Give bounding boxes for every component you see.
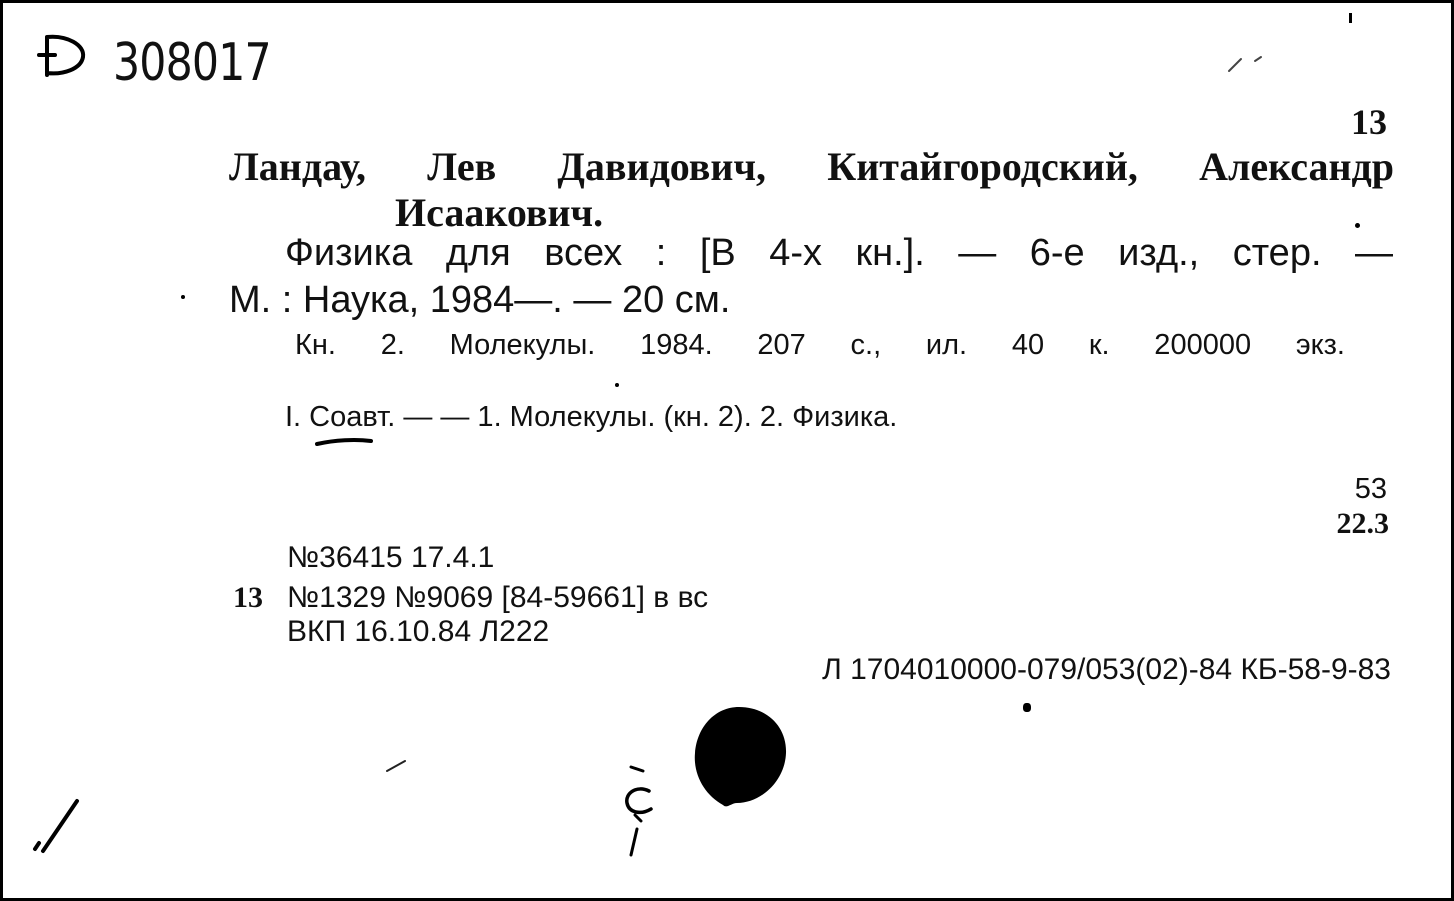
bottom-code: Л 1704010000-079/053(02)-84 КБ-58-9-83 xyxy=(822,653,1391,686)
title-line-2: М. : Наука, 1984—. — 20 см. xyxy=(229,279,731,321)
ink-speck xyxy=(1023,703,1031,712)
ink-speck xyxy=(615,383,619,387)
catalog-line-3: ВКП 16.10.84 Л222 xyxy=(287,615,550,648)
catalog-line-2: №1329 №9069 [84-59661] в вс xyxy=(287,581,709,614)
ink-scribble xyxy=(1225,47,1285,77)
ink-speck xyxy=(181,295,185,299)
punched-hole xyxy=(691,703,791,809)
handwritten-d-mark xyxy=(33,31,93,81)
top-number: 13 xyxy=(1351,102,1387,142)
handwritten-slash xyxy=(25,793,95,863)
authors-line-1: Ландау, Лев Давидович, Китайгородский, Александр xyxy=(229,144,1394,189)
catalog-line-1: №36415 17.4.1 xyxy=(287,541,495,574)
catalog-line-2-prefix: 13 xyxy=(233,581,263,614)
handwritten-underline xyxy=(315,435,375,451)
accession-number: 308017 xyxy=(113,33,271,93)
udc-number: 53 xyxy=(1354,473,1387,505)
volume-line: Кн. 2. Молекулы. 1984. 207 с., ил. 40 к. 200000 экз. xyxy=(295,329,1345,361)
subjects-line: I. Соавт. — — 1. Молекулы. (кн. 2). 2. Физика. xyxy=(285,401,898,433)
authors-line-2: Исаакович. xyxy=(395,190,604,235)
bbk-number: 22.3 xyxy=(1336,507,1389,540)
title-line-1: Физика для всех : [В 4-х кн.]. — 6-е изд., стер. — xyxy=(285,232,1393,274)
ink-scribble xyxy=(383,755,413,775)
handwritten-c-mark xyxy=(615,763,665,863)
ink-speck xyxy=(1355,223,1360,228)
ink-speck xyxy=(1349,13,1352,23)
